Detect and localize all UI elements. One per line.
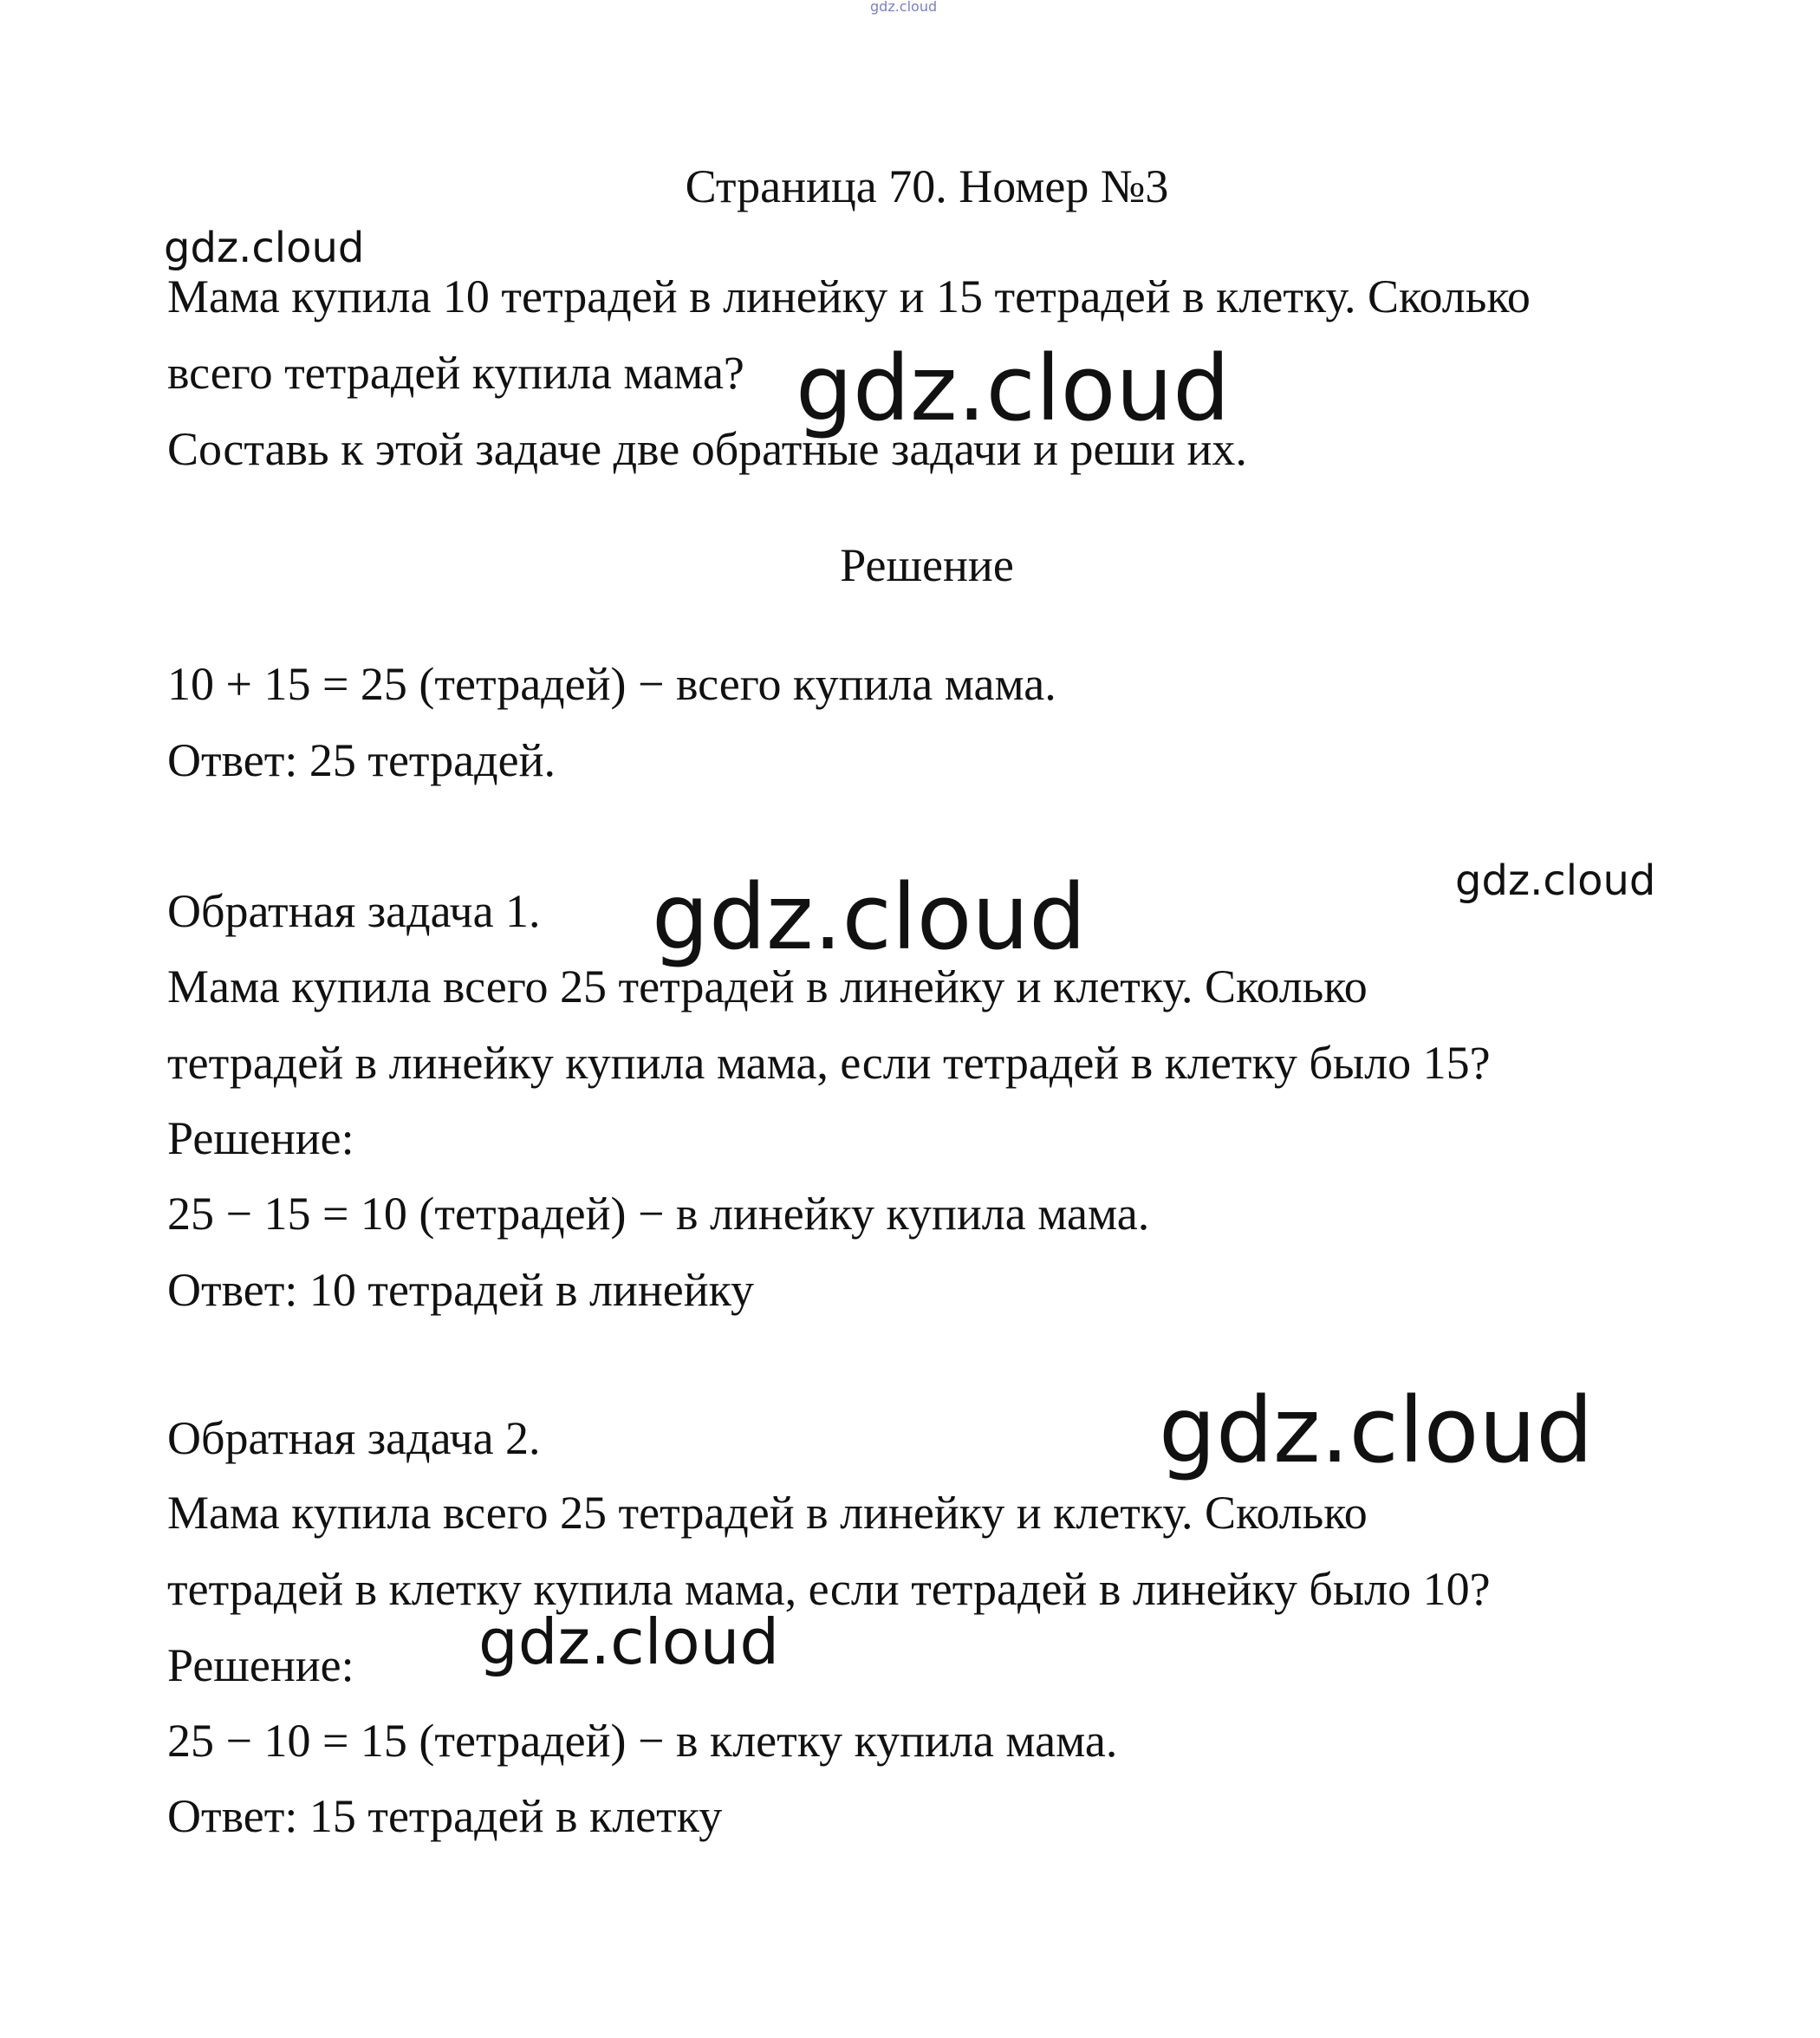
task-line-3: Составь к этой задаче две обратные задачи и реши их.	[167, 423, 1247, 475]
inverse-task-2-line-1: Мама купила всего 25 тетрадей в линейку и клетку. Сколько	[167, 1487, 1368, 1539]
task-line-2: всего тетрадей купила мама?	[167, 347, 744, 399]
watermark: gdz.cloud	[478, 1605, 780, 1678]
inverse-task-2-equation: 25 − 10 = 15 (тетрадей) − в клетку купила мама.	[167, 1715, 1118, 1767]
inverse-task-2-title: Обратная задача 2.	[167, 1412, 541, 1464]
watermark: gdz.cloud	[652, 864, 1087, 970]
inverse-task-1-title: Обратная задача 1.	[167, 885, 541, 937]
watermark: gdz.cloud	[1455, 856, 1656, 905]
watermark: gdz.cloud	[1159, 1377, 1594, 1483]
task-line-1: Мама купила 10 тетрадей в линейку и 15 тетрадей в клетку. Сколько	[167, 270, 1531, 322]
inverse-task-1-solution-label: Решение:	[167, 1112, 354, 1164]
inverse-task-1-line-2: тетрадей в линейку купила мама, если тетрадей в клетку было 15?	[167, 1037, 1491, 1089]
page-title: Страница 70. Номер №3	[685, 160, 1169, 212]
inverse-task-1-line-1: Мама купила всего 25 тетрадей в линейку и клетку. Сколько	[167, 960, 1368, 1012]
watermark: gdz.cloud	[164, 224, 365, 272]
inverse-task-2-answer: Ответ: 15 тетрадей в клетку	[167, 1790, 723, 1842]
solution-heading: Решение	[840, 539, 1014, 591]
top-watermark: gdz.cloud	[870, 0, 938, 15]
solution-answer: Ответ: 25 тетрадей.	[167, 734, 556, 786]
solution-equation: 10 + 15 = 25 (тетрадей) − всего купила мама.	[167, 658, 1056, 710]
inverse-task-2-line-2: тетрадей в клетку купила мама, если тетрадей в линейку было 10?	[167, 1563, 1491, 1615]
watermark: gdz.cloud	[796, 335, 1231, 441]
inverse-task-1-equation: 25 − 15 = 10 (тетрадей) − в линейку купила мама.	[167, 1188, 1150, 1240]
inverse-task-2-solution-label: Решение:	[167, 1639, 354, 1691]
inverse-task-1-answer: Ответ: 10 тетрадей в линейку	[167, 1264, 755, 1316]
